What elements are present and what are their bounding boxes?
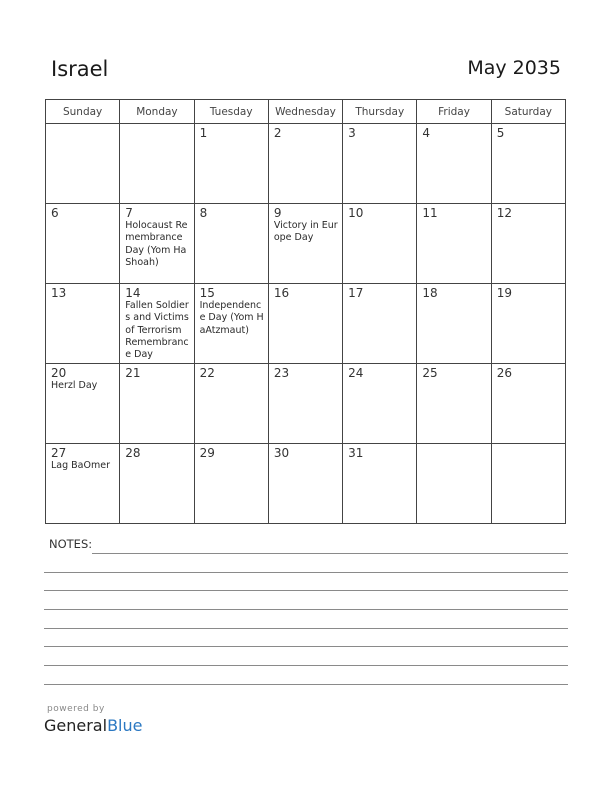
day-cell (343, 444, 417, 524)
day-cell (491, 204, 565, 284)
holiday-label: Victory in Europe Day (273, 220, 338, 244)
day-number: 14 (125, 286, 141, 300)
day-number: 25 (422, 366, 438, 380)
weekday-header: Sunday (46, 100, 120, 124)
day-cell (46, 284, 120, 364)
day-number: 12 (496, 206, 512, 220)
day-number: 22 (199, 366, 215, 380)
day-cell (343, 364, 417, 444)
day-number: 26 (496, 366, 512, 380)
month-year-title: May 2035 (467, 57, 561, 79)
day-cell (417, 124, 491, 204)
calendar-grid (45, 99, 566, 524)
day-cell (194, 204, 268, 284)
day-cell-content (497, 286, 561, 361)
day-number: 5 (496, 126, 505, 140)
day-cell (120, 204, 194, 284)
day-cell (46, 204, 120, 284)
note-line (44, 684, 568, 685)
week-row (46, 124, 566, 204)
day-cell (194, 124, 268, 204)
day-cell-content (348, 446, 412, 521)
brand-logo (44, 716, 142, 735)
note-line (44, 628, 568, 629)
holiday-label: Lag BaOmer (51, 460, 110, 471)
day-cell-content (274, 126, 338, 201)
day-cell-content (274, 286, 338, 361)
day-cell-content (422, 446, 486, 521)
day-cell-content (125, 126, 189, 201)
week-row (46, 364, 566, 444)
day-cell-content (51, 446, 115, 521)
day-cell-content (125, 286, 189, 361)
day-number: 28 (125, 446, 141, 460)
day-cell-content (422, 206, 486, 281)
day-number: 10 (348, 206, 364, 220)
day-cell-content (348, 286, 412, 361)
weekday-header: Monday (120, 100, 194, 124)
weekday-header: Friday (417, 100, 491, 124)
day-cell-content (200, 286, 264, 361)
day-cell-content (200, 366, 264, 441)
brand-general: General (44, 716, 108, 735)
day-cell (491, 284, 565, 364)
day-cell (120, 364, 194, 444)
day-cell (268, 204, 342, 284)
day-cell (120, 284, 194, 364)
day-cell-content (274, 446, 338, 521)
day-cell-content (200, 446, 264, 521)
day-cell-content (422, 126, 486, 201)
note-line (44, 590, 568, 591)
day-number: 18 (422, 286, 438, 300)
day-cell-content (348, 366, 412, 441)
day-cell-content (348, 206, 412, 281)
day-cell (417, 364, 491, 444)
day-cell (343, 124, 417, 204)
day-cell (491, 444, 565, 524)
day-cell (417, 284, 491, 364)
day-cell-content (497, 366, 561, 441)
day-number: 24 (348, 366, 364, 380)
note-line (44, 665, 568, 666)
weekday-header-row (46, 100, 566, 124)
day-number: 29 (199, 446, 215, 460)
day-cell (120, 124, 194, 204)
day-cell-content (51, 366, 115, 441)
day-cell-content (125, 206, 189, 281)
weekday-header: Thursday (343, 100, 417, 124)
country-title: Israel (51, 57, 109, 81)
day-cell (491, 364, 565, 444)
day-cell (417, 444, 491, 524)
notes-label: NOTES: (49, 537, 93, 551)
day-number: 1 (199, 126, 208, 140)
day-cell (194, 444, 268, 524)
day-cell-content (51, 126, 115, 201)
note-line (44, 646, 568, 647)
day-number: 3 (348, 126, 356, 140)
day-cell-content (274, 366, 338, 441)
day-cell (46, 364, 120, 444)
day-cell (343, 284, 417, 364)
day-number: 2 (273, 126, 282, 140)
day-cell-content (497, 126, 561, 201)
day-number: 7 (125, 206, 133, 220)
day-cell (46, 444, 120, 524)
day-number: 17 (348, 286, 364, 300)
day-cell-content (422, 286, 486, 361)
day-number: 9 (273, 206, 282, 220)
holiday-label: Holocaust Remembrance Day (Yom HaShoah) (125, 220, 188, 268)
day-cell (268, 124, 342, 204)
day-cell (194, 364, 268, 444)
day-cell-content (125, 366, 189, 441)
day-number: 6 (51, 206, 59, 220)
day-number: 19 (496, 286, 512, 300)
day-number: 11 (422, 206, 438, 220)
note-line (44, 572, 568, 573)
day-cell-content (200, 206, 264, 281)
day-cell (46, 124, 120, 204)
week-row (46, 444, 566, 524)
day-number: 15 (199, 286, 215, 300)
holiday-label: Herzl Day (51, 380, 98, 391)
day-cell-content (497, 446, 561, 521)
day-cell-content (497, 206, 561, 281)
day-cell (491, 124, 565, 204)
day-number: 31 (348, 446, 364, 460)
day-cell-content (422, 366, 486, 441)
day-number: 20 (51, 366, 67, 380)
day-cell-content (51, 286, 115, 361)
day-number: 8 (199, 206, 208, 220)
day-cell-content (125, 446, 189, 521)
weekday-header: Saturday (491, 100, 565, 124)
week-row (46, 284, 566, 364)
day-cell (268, 444, 342, 524)
day-cell-content (200, 126, 264, 201)
day-cell (120, 444, 194, 524)
day-cell (417, 204, 491, 284)
weekday-header: Tuesday (194, 100, 268, 124)
day-number: 4 (422, 126, 431, 140)
day-cell (268, 364, 342, 444)
day-cell (268, 284, 342, 364)
week-row (46, 204, 566, 284)
weekday-header: Wednesday (268, 100, 342, 124)
day-number: 13 (51, 286, 67, 300)
powered-by-text: powered by (47, 704, 105, 714)
day-cell (194, 284, 268, 364)
day-number: 21 (125, 366, 141, 380)
holiday-label: Fallen Soldiers and Victims of Terrorism Remembrance Day (125, 300, 189, 361)
day-number: 27 (51, 446, 67, 460)
holiday-label: Independence Day (Yom HaAtzmaut) (199, 300, 264, 336)
day-cell (343, 204, 417, 284)
day-number: 23 (273, 366, 290, 380)
day-cell-content (348, 126, 412, 201)
note-line (92, 553, 568, 554)
day-cell-content (274, 206, 338, 281)
brand-blue: Blue (107, 716, 143, 735)
day-number: 30 (273, 446, 290, 460)
note-line (44, 609, 568, 610)
day-number: 16 (273, 286, 290, 300)
day-cell-content (51, 206, 115, 281)
